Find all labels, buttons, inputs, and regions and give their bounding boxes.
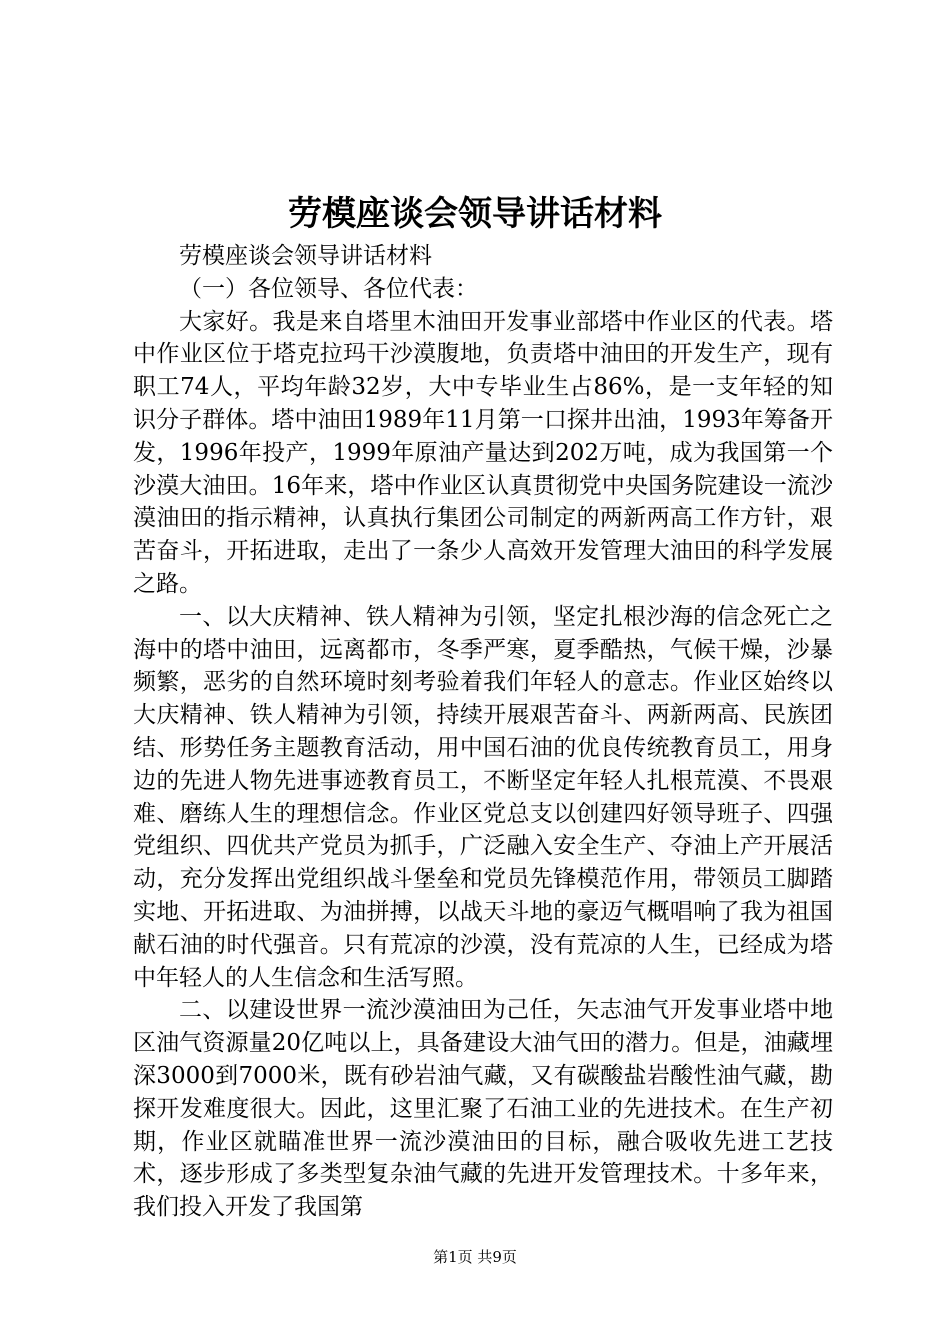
- paragraph-salutation: （一）各位领导、各位代表：: [179, 275, 478, 302]
- paragraph-subtitle: 劳模座谈会领导讲话材料: [179, 243, 432, 269]
- document-title: 劳模座谈会领导讲话材料: [288, 194, 662, 234]
- paragraph-section-two: 二、以建设世界一流沙漠油田为己任，矢志油气开发事业塔中地区油气资源量20亿吨以上，具备建设大油气田的潜力。但是，油藏埋深3000到7000米，既有砂岩油气藏，又有碳酸盐岩酸性油气藏，勘探开发难度很大。因此，这里汇聚了石油工业的先进技术。在生产初期，作业区就瞄准世界一流沙漠油田的目标，融合吸收先进工艺技术，逐步形成了多类型复杂油气藏的先进开发管理技术。十多年来，我们投入开发了我国第: [133, 997, 833, 1221]
- paragraph-section-one: 一、以大庆精神、铁人精神为引领，坚定扎根沙海的信念死亡之海中的塔中油田，远离都市，冬季严寒，夏季酷热，气候干燥，沙暴频繁，恶劣的自然环境时刻考验着我们年轻人的意志。作业区始终以大庆精神、铁人精神为引领，持续开展艰苦奋斗、两新两高、民族团结、形势任务主题教育活动，用中国石油的优良传统教育员工，用身边的先进人物先进事迹教育员工，不断坚定年轻人扎根荒漠、不畏艰难、磨练人生的理想信念。作业区党总支以创建四好领导班子、四强党组织、四优共产党员为抓手，广泛融入安全生产、夺油上产开展活动，充分发挥出党组织战斗堡垒和党员先锋模范作用，带领员工脚踏实地、开拓进取、为油拼搏，以战天斗地的豪迈气概唱响了我为祖国献石油的时代强音。只有荒凉的沙漠，没有荒凉的人生，已经成为塔中年轻人的人生信念和生活写照。: [133, 603, 833, 991]
- document-body: [133, 240, 833, 1224]
- paragraph-intro: 大家好。我是来自塔里木油田开发事业部塔中作业区的代表。塔中作业区位于塔克拉玛干沙漠腹地，负责塔中油田的开发生产，现有职工74人，平均年龄32岁，大中专毕业生占86%，是一支年轻的知识分子群体。塔中油田1989年11月第一口探井出油，1993年筹备开发，1996年投产，1999年原油产量达到202万吨，成为我国第一个沙漠大油田。16年来，塔中作业区认真贯彻党中央国务院建设一流沙漠油田的指示精神，认真执行集团公司制定的两新两高工作方针，艰苦奋斗，开拓进取，走出了一条少人高效开发管理大油田的科学发展之路。: [133, 308, 833, 597]
- page-footer: 第1页 共9页: [433, 1248, 517, 1266]
